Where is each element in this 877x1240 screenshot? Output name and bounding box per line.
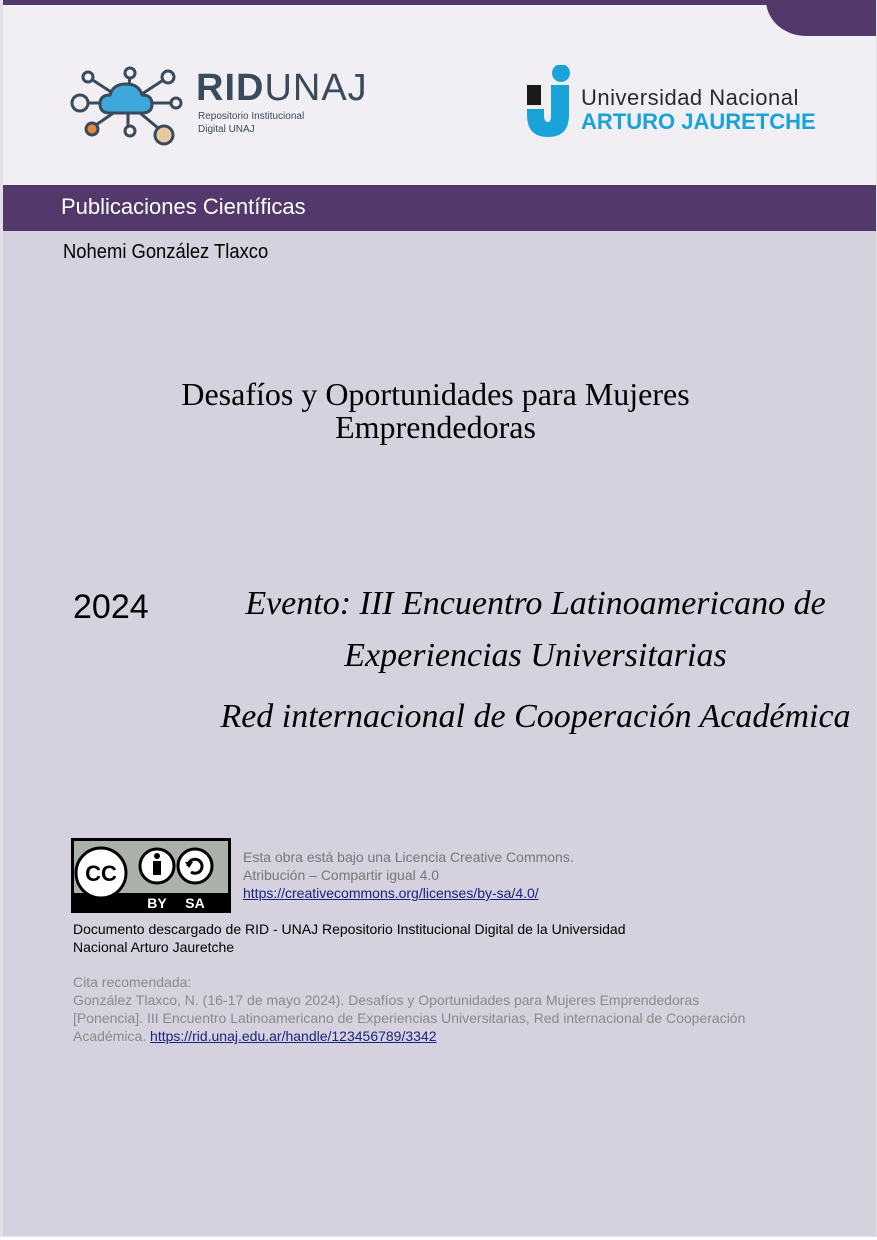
- rid-subtitle-line2: Digital UNAJ: [198, 124, 255, 135]
- top-accent-bar: [3, 0, 876, 5]
- download-notice-line1: Documento descargado de RID - UNAJ Repositorio Institucional Digital de la Universidad: [73, 921, 626, 937]
- event-line: Evento: III Encuentro Latinoamericano de: [245, 585, 826, 622]
- unaj-name-line1: Universidad Nacional: [581, 85, 799, 110]
- citation-line3-prefix: Académica.: [73, 1028, 151, 1044]
- unaj-j-mark-icon: [523, 65, 579, 141]
- license-link[interactable]: https://creativecommons.org/licenses/by-sa/4.0/: [243, 885, 539, 901]
- event-line: Experiencias Universitarias: [344, 637, 727, 674]
- unaj-name-line2: ARTURO JAURETCHE: [581, 109, 816, 134]
- header: [3, 5, 876, 185]
- cc-badge-label: CC: [85, 861, 117, 886]
- citation-heading: Cita recomendada:: [73, 974, 192, 990]
- title-line: Desafíos y Oportunidades para Mujeres: [181, 376, 690, 412]
- cloud-network-icon: [68, 65, 188, 155]
- rid-unaj-wordmark: RIDUNAJ: [196, 67, 368, 109]
- rid-unaj-logo: [68, 65, 378, 155]
- sa-badge-label: SA: [185, 895, 205, 911]
- citation-line3: [73, 1028, 437, 1044]
- by-badge-label: BY: [147, 895, 167, 911]
- section-band-title: Publicaciones Científicas: [61, 194, 306, 219]
- rid-subtitle-line1: Repositorio Institucional: [198, 111, 305, 122]
- title-line: Emprendedoras: [335, 409, 536, 445]
- citation-line2: [Ponencia]. III Encuentro Latinoamericano de Experiencias Universitarias, Red internacional de Cooperación: [73, 1010, 746, 1026]
- author-name: Nohemi González Tlaxco: [63, 241, 269, 263]
- unaj-logo: [523, 65, 823, 145]
- event-name: [203, 578, 868, 682]
- license-text-line2: Atribución – Compartir igual 4.0: [243, 867, 440, 883]
- section-band: [3, 185, 876, 231]
- publication-year: 2024: [73, 588, 149, 626]
- citation-line1: González Tlaxco, N. (16-17 de mayo 2024). Desafíos y Oportunidades para Mujeres Emprendedoras: [73, 992, 700, 1008]
- creative-commons-by-sa-icon: [71, 838, 231, 913]
- citation-link[interactable]: https://rid.unaj.edu.ar/handle/123456789/3342: [150, 1028, 437, 1044]
- download-notice-line2: Nacional Arturo Jauretche: [73, 939, 235, 955]
- license-text-line1: Esta obra está bajo una Licencia Creative Commons.: [243, 849, 574, 865]
- document-title: [103, 378, 768, 444]
- event-network: Red internacional de Cooperación Académica: [220, 698, 851, 735]
